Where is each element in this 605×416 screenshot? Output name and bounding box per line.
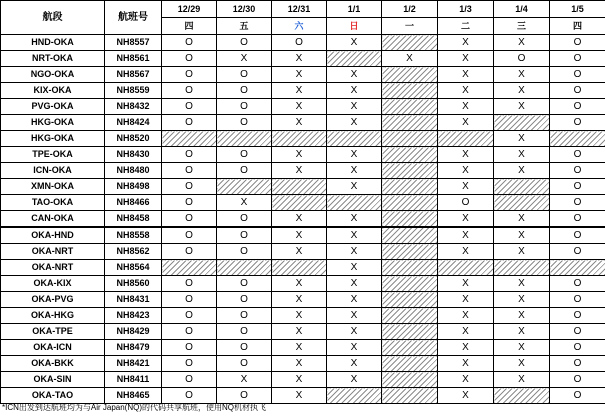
not-operated-cell [550, 131, 605, 147]
not-operated-cell [272, 131, 327, 147]
status-cell: X [327, 227, 382, 244]
table-row [1, 195, 605, 211]
table-row [1, 131, 605, 147]
status-cell: X [327, 244, 382, 260]
status-cell: O [550, 244, 605, 260]
status-cell: O [217, 356, 272, 372]
status-cell: X [494, 244, 550, 260]
status-cell: X [217, 195, 272, 211]
status-cell: X [438, 35, 494, 51]
status-cell: X [272, 51, 327, 67]
status-cell: X [327, 292, 382, 308]
status-cell: X [327, 260, 382, 276]
table-row [1, 67, 605, 83]
status-cell: O [217, 227, 272, 244]
date-header: 1/1 [327, 1, 382, 18]
weekday-header: 四 [162, 18, 217, 35]
status-cell: X [494, 292, 550, 308]
status-cell: O [162, 163, 217, 179]
table-row [1, 308, 605, 324]
not-operated-cell [327, 51, 382, 67]
status-cell: O [217, 292, 272, 308]
status-cell: O [162, 115, 217, 131]
status-cell: O [217, 340, 272, 356]
status-cell: X [327, 372, 382, 388]
status-cell: O [550, 99, 605, 115]
status-cell: X [327, 340, 382, 356]
status-cell: X [438, 83, 494, 99]
not-operated-cell [382, 163, 438, 179]
status-cell: X [272, 163, 327, 179]
table-row [1, 179, 605, 195]
status-cell: X [272, 147, 327, 163]
status-cell: X [382, 51, 438, 67]
status-cell: O [162, 324, 217, 340]
route-cell: CAN-OKA [1, 211, 105, 228]
not-operated-cell [327, 131, 382, 147]
not-operated-cell [327, 195, 382, 211]
flight-number-cell: NH8567 [105, 67, 162, 83]
not-operated-cell [162, 260, 217, 276]
status-cell: X [494, 308, 550, 324]
status-cell: O [162, 388, 217, 404]
status-cell: X [438, 356, 494, 372]
table-row [1, 324, 605, 340]
date-header: 12/29 [162, 1, 217, 18]
flight-number-cell: NH8560 [105, 276, 162, 292]
flight-number-cell: NH8558 [105, 227, 162, 244]
table-row [1, 99, 605, 115]
not-operated-cell [162, 131, 217, 147]
flight-number-cell: NH8432 [105, 99, 162, 115]
not-operated-cell [382, 260, 438, 276]
status-cell: O [162, 83, 217, 99]
not-operated-cell [550, 260, 605, 276]
route-cell: NRT-OKA [1, 51, 105, 67]
table-row [1, 227, 605, 244]
status-cell: X [327, 147, 382, 163]
status-cell: X [272, 372, 327, 388]
route-column-header: 航段 [1, 1, 105, 35]
status-cell: X [272, 276, 327, 292]
status-cell: X [327, 324, 382, 340]
status-cell: X [327, 163, 382, 179]
route-cell: TAO-OKA [1, 195, 105, 211]
status-cell: X [272, 67, 327, 83]
status-cell: X [327, 276, 382, 292]
status-cell: X [327, 99, 382, 115]
status-cell: X [272, 340, 327, 356]
not-operated-cell [382, 179, 438, 195]
not-operated-cell [327, 388, 382, 404]
route-cell: ICN-OKA [1, 163, 105, 179]
status-cell: O [217, 147, 272, 163]
status-cell: X [327, 179, 382, 195]
route-cell: OKA-PVG [1, 292, 105, 308]
status-cell: O [550, 195, 605, 211]
status-cell: O [162, 51, 217, 67]
route-cell: OKA-HKG [1, 308, 105, 324]
weekday-header: 四 [550, 18, 605, 35]
flight-number-cell: NH8559 [105, 83, 162, 99]
not-operated-cell [494, 195, 550, 211]
status-cell: X [217, 372, 272, 388]
flight-number-cell: NH8421 [105, 356, 162, 372]
weekday-header: 五 [217, 18, 272, 35]
route-cell: OKA-ICN [1, 340, 105, 356]
status-cell: O [550, 163, 605, 179]
route-cell: HKG-OKA [1, 131, 105, 147]
status-cell: X [438, 244, 494, 260]
status-cell: O [550, 227, 605, 244]
status-cell: O [162, 292, 217, 308]
date-header: 1/2 [382, 1, 438, 18]
status-cell: O [217, 276, 272, 292]
status-cell: O [162, 308, 217, 324]
status-cell: X [438, 147, 494, 163]
flight-number-cell: NH8479 [105, 340, 162, 356]
table-row [1, 276, 605, 292]
status-cell: X [494, 372, 550, 388]
status-cell: O [550, 179, 605, 195]
status-cell: X [272, 211, 327, 228]
status-cell: X [327, 356, 382, 372]
not-operated-cell [272, 260, 327, 276]
not-operated-cell [382, 388, 438, 404]
status-cell: O [550, 388, 605, 404]
date-header: 12/30 [217, 1, 272, 18]
date-header: 1/4 [494, 1, 550, 18]
flight-number-cell: NH8498 [105, 179, 162, 195]
status-cell: O [162, 211, 217, 228]
route-cell: HND-OKA [1, 35, 105, 51]
status-cell: O [550, 276, 605, 292]
flight-number-cell: NH8430 [105, 147, 162, 163]
not-operated-cell [382, 276, 438, 292]
status-cell: X [438, 179, 494, 195]
status-cell: X [272, 292, 327, 308]
status-cell: X [272, 227, 327, 244]
not-operated-cell [382, 195, 438, 211]
table-row [1, 163, 605, 179]
status-cell: X [438, 163, 494, 179]
flight-number-cell: NH8520 [105, 131, 162, 147]
table-row [1, 372, 605, 388]
status-cell: X [494, 147, 550, 163]
status-cell: X [494, 83, 550, 99]
status-cell: O [550, 211, 605, 228]
status-cell: X [438, 372, 494, 388]
status-cell: X [438, 388, 494, 404]
status-cell: X [494, 211, 550, 228]
not-operated-cell [272, 195, 327, 211]
table-header [1, 1, 605, 35]
status-cell: X [494, 324, 550, 340]
status-cell: X [494, 356, 550, 372]
status-cell: O [162, 35, 217, 51]
not-operated-cell [382, 292, 438, 308]
status-cell: X [217, 51, 272, 67]
status-cell: O [550, 67, 605, 83]
status-cell: O [217, 388, 272, 404]
status-cell: O [550, 324, 605, 340]
status-cell: X [272, 324, 327, 340]
not-operated-cell [382, 356, 438, 372]
status-cell: X [494, 276, 550, 292]
not-operated-cell [382, 99, 438, 115]
not-operated-cell [382, 83, 438, 99]
table-row [1, 292, 605, 308]
status-cell: X [494, 35, 550, 51]
table-row [1, 83, 605, 99]
status-cell: X [272, 115, 327, 131]
not-operated-cell [382, 324, 438, 340]
status-cell: O [550, 115, 605, 131]
status-cell: O [162, 67, 217, 83]
status-cell: X [494, 99, 550, 115]
not-operated-cell [217, 179, 272, 195]
status-cell: O [162, 372, 217, 388]
status-cell: O [217, 244, 272, 260]
status-cell: O [494, 51, 550, 67]
not-operated-cell [382, 308, 438, 324]
status-cell: X [272, 308, 327, 324]
status-cell: X [438, 51, 494, 67]
status-cell: X [438, 340, 494, 356]
table-row [1, 51, 605, 67]
route-cell: OKA-KIX [1, 276, 105, 292]
status-cell: O [162, 147, 217, 163]
status-cell: O [217, 35, 272, 51]
flight-number-cell: NH8564 [105, 260, 162, 276]
route-cell: OKA-NRT [1, 260, 105, 276]
not-operated-cell [382, 147, 438, 163]
route-cell: KIX-OKA [1, 83, 105, 99]
status-cell: X [438, 227, 494, 244]
not-operated-cell [382, 372, 438, 388]
status-cell: X [438, 67, 494, 83]
route-cell: OKA-TPE [1, 324, 105, 340]
status-cell: O [550, 147, 605, 163]
flight-column-header: 航班号 [105, 1, 162, 35]
header-row-dates [1, 1, 605, 18]
status-cell: O [550, 308, 605, 324]
status-cell: X [438, 308, 494, 324]
weekday-header: 三 [494, 18, 550, 35]
table-row [1, 340, 605, 356]
status-cell: X [494, 67, 550, 83]
status-cell: X [494, 163, 550, 179]
status-cell: X [327, 83, 382, 99]
table-row [1, 147, 605, 163]
status-cell: O [550, 372, 605, 388]
not-operated-cell [382, 131, 438, 147]
weekday-header: 一 [382, 18, 438, 35]
route-cell: OKA-HND [1, 227, 105, 244]
not-operated-cell [382, 35, 438, 51]
status-cell: X [438, 324, 494, 340]
status-cell: X [272, 244, 327, 260]
status-cell: X [272, 99, 327, 115]
table-row [1, 211, 605, 228]
status-cell: O [162, 227, 217, 244]
not-operated-cell [494, 388, 550, 404]
weekday-header: 二 [438, 18, 494, 35]
flight-number-cell: NH8557 [105, 35, 162, 51]
status-cell: O [217, 308, 272, 324]
status-cell: X [327, 35, 382, 51]
status-cell: X [438, 276, 494, 292]
status-cell: O [438, 195, 494, 211]
not-operated-cell [438, 131, 494, 147]
status-cell: O [162, 276, 217, 292]
status-cell: O [550, 340, 605, 356]
route-cell: XMN-OKA [1, 179, 105, 195]
status-cell: X [327, 67, 382, 83]
not-operated-cell [438, 260, 494, 276]
status-cell: O [217, 99, 272, 115]
flight-number-cell: NH8458 [105, 211, 162, 228]
table-row [1, 115, 605, 131]
route-cell: OKA-SIN [1, 372, 105, 388]
weekday-header: 六 [272, 18, 327, 35]
status-cell: O [217, 115, 272, 131]
flight-number-cell: NH8465 [105, 388, 162, 404]
status-cell: X [438, 115, 494, 131]
status-cell: X [494, 340, 550, 356]
status-cell: X [327, 115, 382, 131]
not-operated-cell [494, 179, 550, 195]
not-operated-cell [382, 244, 438, 260]
status-cell: O [217, 83, 272, 99]
status-cell: O [550, 292, 605, 308]
flight-number-cell: NH8431 [105, 292, 162, 308]
flight-number-cell: NH8562 [105, 244, 162, 260]
status-cell: X [438, 99, 494, 115]
status-cell: O [217, 67, 272, 83]
route-cell: PVG-OKA [1, 99, 105, 115]
not-operated-cell [494, 115, 550, 131]
status-cell: O [162, 195, 217, 211]
not-operated-cell [217, 131, 272, 147]
not-operated-cell [382, 227, 438, 244]
status-cell: O [550, 35, 605, 51]
status-cell: X [272, 356, 327, 372]
route-cell: TPE-OKA [1, 147, 105, 163]
status-cell: X [272, 83, 327, 99]
not-operated-cell [382, 340, 438, 356]
route-cell: OKA-NRT [1, 244, 105, 260]
not-operated-cell [382, 67, 438, 83]
status-cell: X [272, 388, 327, 404]
not-operated-cell [272, 179, 327, 195]
not-operated-cell [494, 260, 550, 276]
not-operated-cell [382, 115, 438, 131]
table-row [1, 260, 605, 276]
flight-number-cell: NH8561 [105, 51, 162, 67]
flight-number-cell: NH8429 [105, 324, 162, 340]
status-cell: X [494, 131, 550, 147]
not-operated-cell [382, 211, 438, 228]
table-row [1, 244, 605, 260]
status-cell: O [272, 35, 327, 51]
table-row [1, 35, 605, 51]
table-body [1, 35, 605, 404]
status-cell: X [327, 211, 382, 228]
flight-number-cell: NH8423 [105, 308, 162, 324]
status-cell: X [438, 292, 494, 308]
status-cell: O [162, 356, 217, 372]
status-cell: O [217, 163, 272, 179]
status-cell: X [438, 211, 494, 228]
weekday-header: 日 [327, 18, 382, 35]
date-header: 1/3 [438, 1, 494, 18]
status-cell: O [217, 211, 272, 228]
route-cell: NGO-OKA [1, 67, 105, 83]
status-cell: O [217, 324, 272, 340]
footnote: *ICN出发到达航班均为与Air Japan(NQ)的代码共享航班，使用NQ机材执飞 [2, 403, 267, 412]
flight-number-cell: NH8424 [105, 115, 162, 131]
status-cell: O [162, 179, 217, 195]
status-cell: X [494, 227, 550, 244]
status-cell: O [550, 83, 605, 99]
date-header: 1/5 [550, 1, 605, 18]
status-cell: O [162, 340, 217, 356]
route-cell: HKG-OKA [1, 115, 105, 131]
route-cell: OKA-BKK [1, 356, 105, 372]
status-cell: O [162, 244, 217, 260]
flight-number-cell: NH8466 [105, 195, 162, 211]
table-row [1, 356, 605, 372]
date-header: 12/31 [272, 1, 327, 18]
route-cell: OKA-TAO [1, 388, 105, 404]
status-cell: X [327, 308, 382, 324]
flight-number-cell: NH8411 [105, 372, 162, 388]
flight-number-cell: NH8480 [105, 163, 162, 179]
status-cell: O [550, 356, 605, 372]
status-cell: O [162, 99, 217, 115]
not-operated-cell [217, 260, 272, 276]
status-cell: O [550, 51, 605, 67]
